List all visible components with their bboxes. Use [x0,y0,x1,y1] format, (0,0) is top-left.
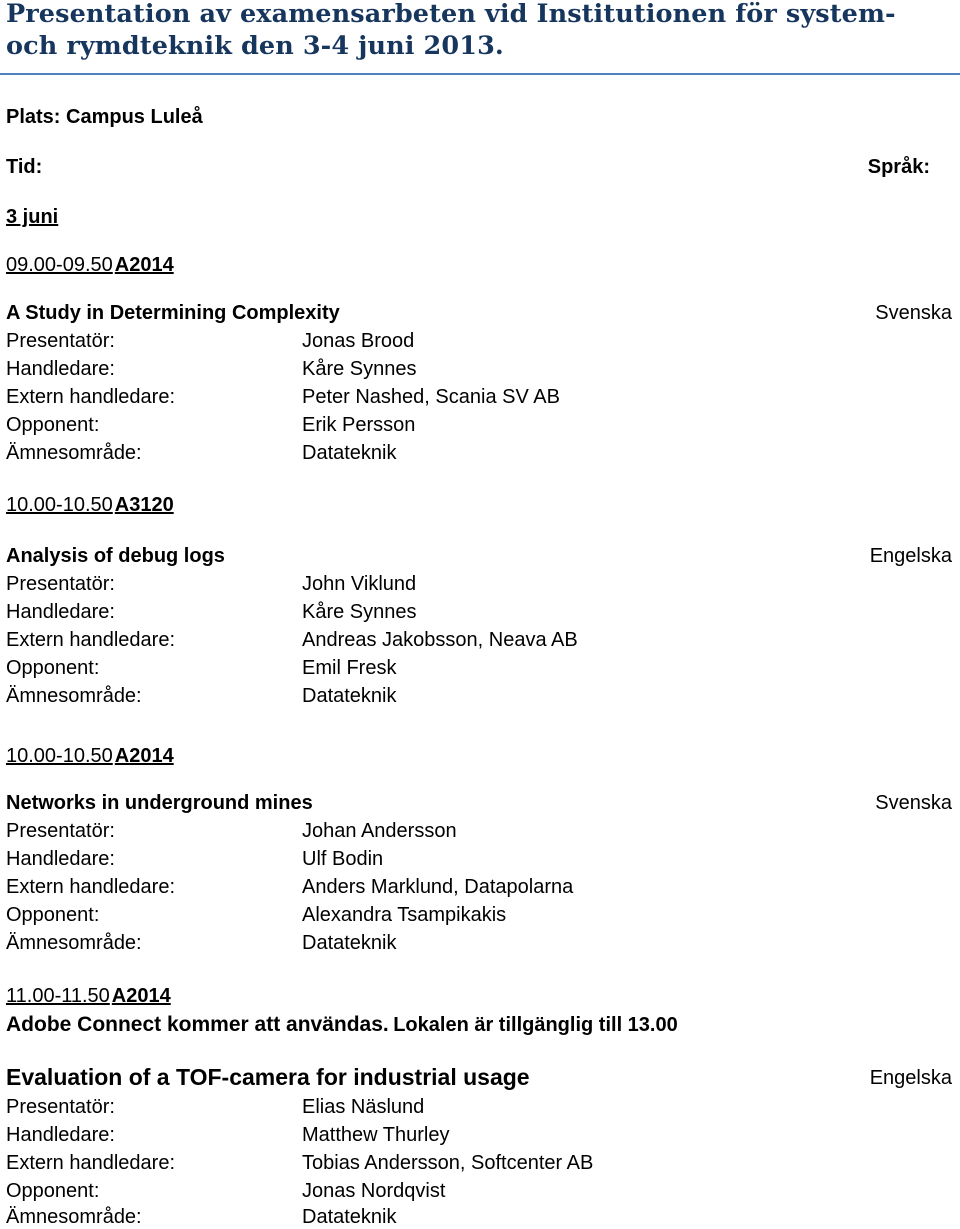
opponent-label: Opponent: [6,414,100,436]
opponent-label: Opponent: [6,1180,100,1202]
slot-time: 10.00-10.50 [6,494,113,516]
notice [6,1013,678,1037]
supervisor-label: Handledare: [6,601,115,623]
time-slot [6,985,171,1008]
time-slot [6,494,174,517]
notice-extra: Lokalen är tillgänglig till 13.00 [393,1014,678,1036]
subject-area-value: Datateknik [302,685,397,707]
opponent-label: Opponent: [6,657,100,679]
supervisor-value: Matthew Thurley [302,1124,450,1146]
slot-time: 11.00-11.50 [6,985,110,1007]
place: Plats: Campus Luleå [6,106,203,128]
page-title: Presentation av examensarbeten vid Institutionen för system- och rymdteknik den 3-4 juni 2013. [6,0,896,61]
opponent-value: Alexandra Tsampikakis [302,904,507,926]
external-supervisor-label: Extern handledare: [6,629,176,651]
slot-time: 09.00-09.50 [6,254,113,276]
thesis-title: Networks in underground mines [6,792,313,814]
subject-area-label: Ämnesområde: [6,442,142,464]
external-supervisor-value: Anders Marklund, Datapolarna [302,876,574,898]
supervisor-value: Kåre Synnes [302,601,417,623]
presenter-label: Presentatör: [6,820,115,842]
language-label: Språk: [867,156,930,178]
external-supervisor-label: Extern handledare: [6,1152,176,1174]
presenter-label: Presentatör: [6,1096,115,1118]
slot-room: A2014 [111,985,171,1007]
slot-room: A2014 [114,254,174,276]
subject-area-label: Ämnesområde: [6,932,142,954]
presenter-value: Johan Andersson [302,820,457,842]
subject-area-value: Datateknik [302,442,397,464]
supervisor-label: Handledare: [6,358,115,380]
external-supervisor-value: Andreas Jakobsson, Neava AB [302,629,578,651]
title-divider [0,73,960,75]
external-supervisor-label: Extern handledare: [6,876,176,898]
time-slot [6,745,174,768]
opponent-value: Erik Persson [302,414,416,436]
external-supervisor-label: Extern handledare: [6,386,176,408]
supervisor-label: Handledare: [6,848,115,870]
thesis-language: Svenska [875,792,952,814]
time-label: Tid: [6,156,43,178]
thesis-language: Engelska [869,545,952,567]
presenter-value: Elias Näslund [302,1096,425,1118]
presenter-label: Presentatör: [6,330,115,352]
external-supervisor-value: Tobias Andersson, Softcenter AB [302,1152,594,1174]
thesis-title: Evaluation of a TOF-camera for industrial usage [6,1064,530,1090]
supervisor-value: Kåre Synnes [302,358,417,380]
notice-main: Adobe Connect kommer att användas. [6,1013,389,1036]
slot-time: 10.00-10.50 [6,745,113,767]
external-supervisor-value: Peter Nashed, Scania SV AB [302,386,560,408]
thesis-language: Svenska [875,302,952,324]
opponent-label: Opponent: [6,904,100,926]
slot-room: A3120 [114,494,174,516]
opponent-value: Emil Fresk [302,657,397,679]
subject-area-label: Ämnesområde: [6,685,142,707]
supervisor-label: Handledare: [6,1124,115,1146]
supervisor-value: Ulf Bodin [302,848,384,870]
thesis-title: Analysis of debug logs [6,545,225,567]
thesis-title: A Study in Determining Complexity [6,302,340,324]
thesis-language: Engelska [869,1067,952,1089]
presenter-label: Presentatör: [6,573,115,595]
time-slot [6,254,174,277]
date-heading: 3 juni [6,206,59,228]
subject-area-value: Datateknik [302,932,397,954]
opponent-value: Jonas Nordqvist [302,1180,446,1202]
subject-area-value: Datateknik [302,1206,397,1228]
subject-area-label: Ämnesområde: [6,1206,142,1228]
presenter-value: Jonas Brood [302,330,415,352]
presenter-value: John Viklund [302,573,417,595]
slot-room: A2014 [114,745,174,767]
